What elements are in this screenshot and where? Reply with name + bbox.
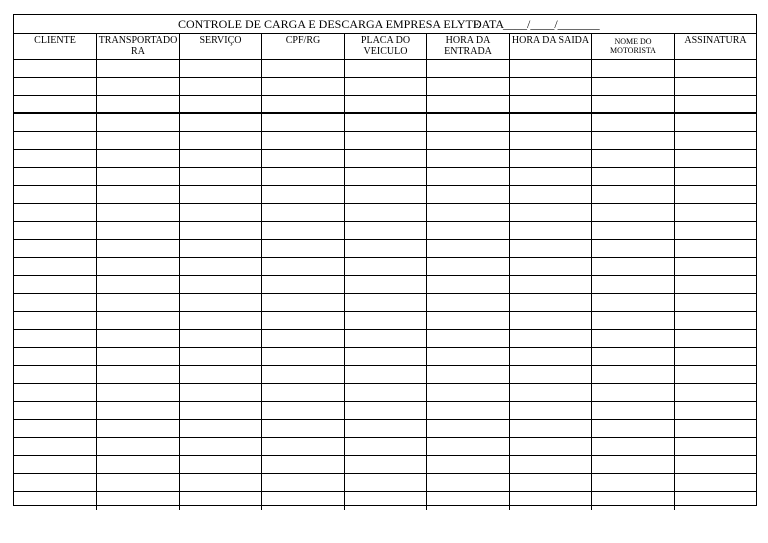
table-cell[interactable] bbox=[14, 348, 97, 366]
table-cell[interactable] bbox=[427, 132, 510, 150]
table-cell[interactable] bbox=[510, 240, 592, 258]
table-cell[interactable] bbox=[510, 438, 592, 456]
form-table bbox=[14, 34, 756, 505]
table-cell[interactable] bbox=[592, 222, 675, 240]
column-header: CPF/RG bbox=[262, 34, 345, 60]
table-cell[interactable] bbox=[675, 258, 756, 276]
table-cell[interactable] bbox=[262, 96, 345, 114]
table-cell[interactable] bbox=[180, 312, 262, 330]
table-cell[interactable] bbox=[180, 438, 262, 456]
table-cell[interactable] bbox=[345, 114, 427, 132]
table-cell[interactable] bbox=[180, 294, 262, 312]
table-cell[interactable] bbox=[345, 60, 427, 78]
table-cell[interactable] bbox=[510, 420, 592, 438]
table-cell[interactable] bbox=[262, 474, 345, 492]
table-cell[interactable] bbox=[97, 474, 180, 492]
table-cell[interactable] bbox=[14, 276, 97, 294]
table-cell[interactable] bbox=[97, 168, 180, 186]
table-cell[interactable] bbox=[262, 222, 345, 240]
table-cell[interactable] bbox=[510, 402, 592, 420]
table-cell[interactable] bbox=[180, 474, 262, 492]
table-cell[interactable] bbox=[510, 78, 592, 96]
table-cell[interactable] bbox=[262, 168, 345, 186]
table-cell[interactable] bbox=[262, 492, 345, 510]
table-cell[interactable] bbox=[180, 492, 262, 510]
table-cell[interactable] bbox=[675, 474, 756, 492]
table-cell[interactable] bbox=[675, 330, 756, 348]
table-cell[interactable] bbox=[97, 186, 180, 204]
table-cell[interactable] bbox=[510, 150, 592, 168]
table-cell[interactable] bbox=[97, 276, 180, 294]
table-cell[interactable] bbox=[14, 492, 97, 510]
table-cell[interactable] bbox=[510, 384, 592, 402]
table-cell[interactable] bbox=[345, 78, 427, 96]
column-header: CLIENTE bbox=[14, 34, 97, 60]
table-cell[interactable] bbox=[427, 312, 510, 330]
table-cell[interactable] bbox=[14, 78, 97, 96]
column-header: HORA DA ENTRADA bbox=[427, 34, 510, 60]
table-cell[interactable] bbox=[180, 240, 262, 258]
table-cell[interactable] bbox=[97, 258, 180, 276]
table-cell[interactable] bbox=[427, 150, 510, 168]
table-cell[interactable] bbox=[14, 438, 97, 456]
table-cell[interactable] bbox=[14, 168, 97, 186]
table-cell[interactable] bbox=[592, 348, 675, 366]
table-cell[interactable] bbox=[97, 492, 180, 510]
table-cell[interactable] bbox=[592, 366, 675, 384]
table-cell[interactable] bbox=[180, 456, 262, 474]
table-cell[interactable] bbox=[345, 492, 427, 510]
table-cell[interactable] bbox=[262, 78, 345, 96]
table-cell[interactable] bbox=[592, 438, 675, 456]
table-cell[interactable] bbox=[510, 60, 592, 78]
table-cell[interactable] bbox=[675, 204, 756, 222]
table-cell[interactable] bbox=[510, 492, 592, 510]
table-cell[interactable] bbox=[510, 276, 592, 294]
table-cell[interactable] bbox=[180, 384, 262, 402]
table-cell[interactable] bbox=[97, 60, 180, 78]
table-cell[interactable] bbox=[675, 150, 756, 168]
table-cell[interactable] bbox=[14, 294, 97, 312]
table-cell[interactable] bbox=[262, 456, 345, 474]
table-cell[interactable] bbox=[97, 384, 180, 402]
table-cell[interactable] bbox=[592, 240, 675, 258]
table-cell[interactable] bbox=[427, 474, 510, 492]
table-cell[interactable] bbox=[97, 312, 180, 330]
column-header: NOME DO MOTORISTA bbox=[592, 34, 675, 60]
table-cell[interactable] bbox=[427, 96, 510, 114]
table-cell[interactable] bbox=[97, 402, 180, 420]
table-cell[interactable] bbox=[262, 384, 345, 402]
table-cell[interactable] bbox=[592, 456, 675, 474]
table-cell[interactable] bbox=[675, 312, 756, 330]
table-cell[interactable] bbox=[427, 114, 510, 132]
table-cell[interactable] bbox=[592, 492, 675, 510]
table-cell[interactable] bbox=[427, 492, 510, 510]
table-cell[interactable] bbox=[180, 96, 262, 114]
table-cell[interactable] bbox=[180, 78, 262, 96]
table-cell[interactable] bbox=[592, 186, 675, 204]
table-cell[interactable] bbox=[510, 456, 592, 474]
table-cell[interactable] bbox=[14, 366, 97, 384]
table-cell[interactable] bbox=[345, 294, 427, 312]
table-cell[interactable] bbox=[345, 204, 427, 222]
table-cell[interactable] bbox=[14, 312, 97, 330]
table-cell[interactable] bbox=[345, 186, 427, 204]
table-cell[interactable] bbox=[345, 348, 427, 366]
table-cell[interactable] bbox=[510, 168, 592, 186]
table-cell[interactable] bbox=[427, 294, 510, 312]
table-cell[interactable] bbox=[14, 60, 97, 78]
table-cell[interactable] bbox=[14, 474, 97, 492]
table-cell[interactable] bbox=[510, 186, 592, 204]
table-cell[interactable] bbox=[262, 402, 345, 420]
table-cell[interactable] bbox=[510, 96, 592, 114]
table-cell[interactable] bbox=[592, 204, 675, 222]
table-cell[interactable] bbox=[262, 150, 345, 168]
table-cell[interactable] bbox=[180, 348, 262, 366]
table-cell[interactable] bbox=[592, 474, 675, 492]
table-cell[interactable] bbox=[97, 78, 180, 96]
table-cell[interactable] bbox=[97, 114, 180, 132]
column-header: TRANSPORTADO RA bbox=[97, 34, 180, 60]
table-cell[interactable] bbox=[14, 132, 97, 150]
table-cell[interactable] bbox=[427, 168, 510, 186]
table-cell[interactable] bbox=[97, 366, 180, 384]
date-label: DATA bbox=[473, 17, 505, 31]
table-cell[interactable] bbox=[592, 168, 675, 186]
table-cell[interactable] bbox=[97, 132, 180, 150]
table-cell[interactable] bbox=[427, 78, 510, 96]
table-cell[interactable] bbox=[345, 276, 427, 294]
table-cell[interactable] bbox=[675, 132, 756, 150]
column-header: SERVIÇO bbox=[180, 34, 262, 60]
date-field[interactable]: ____/____/_______ bbox=[503, 17, 600, 31]
table-cell[interactable] bbox=[97, 222, 180, 240]
table-cell[interactable] bbox=[345, 384, 427, 402]
table-cell[interactable] bbox=[510, 258, 592, 276]
form-title-row bbox=[14, 15, 756, 34]
table-cell[interactable] bbox=[14, 384, 97, 402]
table-cell[interactable] bbox=[345, 402, 427, 420]
table-cell[interactable] bbox=[510, 366, 592, 384]
table-cell[interactable] bbox=[97, 294, 180, 312]
table-cell[interactable] bbox=[427, 420, 510, 438]
table-cell[interactable] bbox=[675, 222, 756, 240]
table-cell[interactable] bbox=[14, 96, 97, 114]
table-cell[interactable] bbox=[675, 384, 756, 402]
table-cell[interactable] bbox=[427, 60, 510, 78]
table-cell[interactable] bbox=[427, 240, 510, 258]
table-cell[interactable] bbox=[675, 492, 756, 510]
table-cell[interactable] bbox=[675, 186, 756, 204]
table-cell[interactable] bbox=[97, 348, 180, 366]
table-cell[interactable] bbox=[262, 366, 345, 384]
table-cell[interactable] bbox=[180, 168, 262, 186]
table-cell[interactable] bbox=[592, 96, 675, 114]
table-cell[interactable] bbox=[675, 438, 756, 456]
table-cell[interactable] bbox=[262, 132, 345, 150]
column-header: PLACA DO VEICULO bbox=[345, 34, 427, 60]
table-cell[interactable] bbox=[262, 294, 345, 312]
table-cell[interactable] bbox=[180, 402, 262, 420]
table-cell[interactable] bbox=[180, 276, 262, 294]
table-cell[interactable] bbox=[345, 96, 427, 114]
table-cell[interactable] bbox=[345, 168, 427, 186]
table-cell[interactable] bbox=[345, 222, 427, 240]
table-cell[interactable] bbox=[180, 60, 262, 78]
table-cell[interactable] bbox=[345, 438, 427, 456]
table-cell[interactable] bbox=[345, 456, 427, 474]
table-cell[interactable] bbox=[262, 312, 345, 330]
table-cell[interactable] bbox=[14, 258, 97, 276]
table-cell[interactable] bbox=[510, 114, 592, 132]
table-cell[interactable] bbox=[345, 258, 427, 276]
table-cell[interactable] bbox=[14, 204, 97, 222]
table-cell[interactable] bbox=[675, 114, 756, 132]
table-cell[interactable] bbox=[427, 276, 510, 294]
table-cell[interactable] bbox=[510, 348, 592, 366]
table-cell[interactable] bbox=[592, 294, 675, 312]
table-cell[interactable] bbox=[345, 474, 427, 492]
table-cell[interactable] bbox=[345, 366, 427, 384]
table-cell[interactable] bbox=[592, 150, 675, 168]
table-cell[interactable] bbox=[180, 330, 262, 348]
table-cell[interactable] bbox=[675, 294, 756, 312]
table-cell[interactable] bbox=[592, 60, 675, 78]
form-title: CONTROLE DE CARGA E DESCARGA EMPRESA ELYTE bbox=[178, 17, 481, 31]
table-cell[interactable] bbox=[510, 474, 592, 492]
table-cell[interactable] bbox=[97, 456, 180, 474]
table-cell[interactable] bbox=[510, 204, 592, 222]
table-cell[interactable] bbox=[97, 96, 180, 114]
table-cell[interactable] bbox=[592, 132, 675, 150]
table-cell[interactable] bbox=[510, 312, 592, 330]
table-cell[interactable] bbox=[427, 384, 510, 402]
table-cell[interactable] bbox=[14, 114, 97, 132]
table-cell[interactable] bbox=[97, 150, 180, 168]
table-cell[interactable] bbox=[427, 258, 510, 276]
table-cell[interactable] bbox=[345, 330, 427, 348]
table-cell[interactable] bbox=[427, 456, 510, 474]
table-cell[interactable] bbox=[97, 240, 180, 258]
table-cell[interactable] bbox=[14, 330, 97, 348]
table-cell[interactable] bbox=[675, 78, 756, 96]
table-cell[interactable] bbox=[97, 204, 180, 222]
table-cell[interactable] bbox=[180, 420, 262, 438]
table-cell[interactable] bbox=[345, 240, 427, 258]
table-cell[interactable] bbox=[180, 366, 262, 384]
table-cell[interactable] bbox=[427, 438, 510, 456]
table-cell[interactable] bbox=[675, 96, 756, 114]
table-cell[interactable] bbox=[592, 114, 675, 132]
table-cell[interactable] bbox=[262, 276, 345, 294]
column-header: HORA DA SAIDA bbox=[510, 34, 592, 60]
table-cell[interactable] bbox=[345, 132, 427, 150]
table-cell[interactable] bbox=[675, 60, 756, 78]
table-cell[interactable] bbox=[97, 330, 180, 348]
table-cell[interactable] bbox=[427, 204, 510, 222]
table-cell[interactable] bbox=[675, 240, 756, 258]
table-cell[interactable] bbox=[592, 384, 675, 402]
table-cell[interactable] bbox=[510, 294, 592, 312]
table-cell[interactable] bbox=[345, 420, 427, 438]
table-cell[interactable] bbox=[97, 420, 180, 438]
table-cell[interactable] bbox=[675, 168, 756, 186]
table-cell[interactable] bbox=[180, 186, 262, 204]
table-cell[interactable] bbox=[592, 78, 675, 96]
table-cell[interactable] bbox=[592, 312, 675, 330]
table-cell[interactable] bbox=[14, 420, 97, 438]
table-cell[interactable] bbox=[262, 204, 345, 222]
table-cell[interactable] bbox=[262, 114, 345, 132]
table-cell[interactable] bbox=[14, 222, 97, 240]
table-cell[interactable] bbox=[14, 186, 97, 204]
table-cell[interactable] bbox=[180, 204, 262, 222]
table-cell[interactable] bbox=[675, 420, 756, 438]
table-cell[interactable] bbox=[262, 60, 345, 78]
table-cell[interactable] bbox=[180, 222, 262, 240]
table-cell[interactable] bbox=[180, 258, 262, 276]
table-cell[interactable] bbox=[14, 240, 97, 258]
table-cell[interactable] bbox=[14, 150, 97, 168]
table-cell[interactable] bbox=[592, 402, 675, 420]
table-cell[interactable] bbox=[14, 456, 97, 474]
table-cell[interactable] bbox=[262, 240, 345, 258]
table-cell[interactable] bbox=[510, 132, 592, 150]
table-cell[interactable] bbox=[510, 330, 592, 348]
control-form-sheet bbox=[13, 14, 757, 506]
table-cell[interactable] bbox=[675, 366, 756, 384]
table-cell[interactable] bbox=[262, 258, 345, 276]
table-cell[interactable] bbox=[427, 222, 510, 240]
table-cell[interactable] bbox=[427, 330, 510, 348]
table-cell[interactable] bbox=[675, 402, 756, 420]
table-cell[interactable] bbox=[345, 312, 427, 330]
table-cell[interactable] bbox=[97, 438, 180, 456]
table-cell[interactable] bbox=[675, 276, 756, 294]
table-cell[interactable] bbox=[180, 114, 262, 132]
table-cell[interactable] bbox=[427, 186, 510, 204]
table-cell[interactable] bbox=[262, 438, 345, 456]
table-cell[interactable] bbox=[14, 402, 97, 420]
table-cell[interactable] bbox=[262, 330, 345, 348]
table-cell[interactable] bbox=[592, 330, 675, 348]
table-cell[interactable] bbox=[262, 348, 345, 366]
table-cell[interactable] bbox=[675, 456, 756, 474]
table-cell[interactable] bbox=[592, 258, 675, 276]
table-cell[interactable] bbox=[262, 186, 345, 204]
table-cell[interactable] bbox=[180, 150, 262, 168]
table-cell[interactable] bbox=[345, 150, 427, 168]
table-cell[interactable] bbox=[262, 420, 345, 438]
table-cell[interactable] bbox=[180, 132, 262, 150]
table-cell[interactable] bbox=[675, 348, 756, 366]
table-cell[interactable] bbox=[427, 366, 510, 384]
column-header: ASSINATURA bbox=[675, 34, 756, 60]
table-cell[interactable] bbox=[427, 348, 510, 366]
table-cell[interactable] bbox=[592, 276, 675, 294]
table-cell[interactable] bbox=[510, 222, 592, 240]
table-cell[interactable] bbox=[427, 402, 510, 420]
table-cell[interactable] bbox=[592, 420, 675, 438]
